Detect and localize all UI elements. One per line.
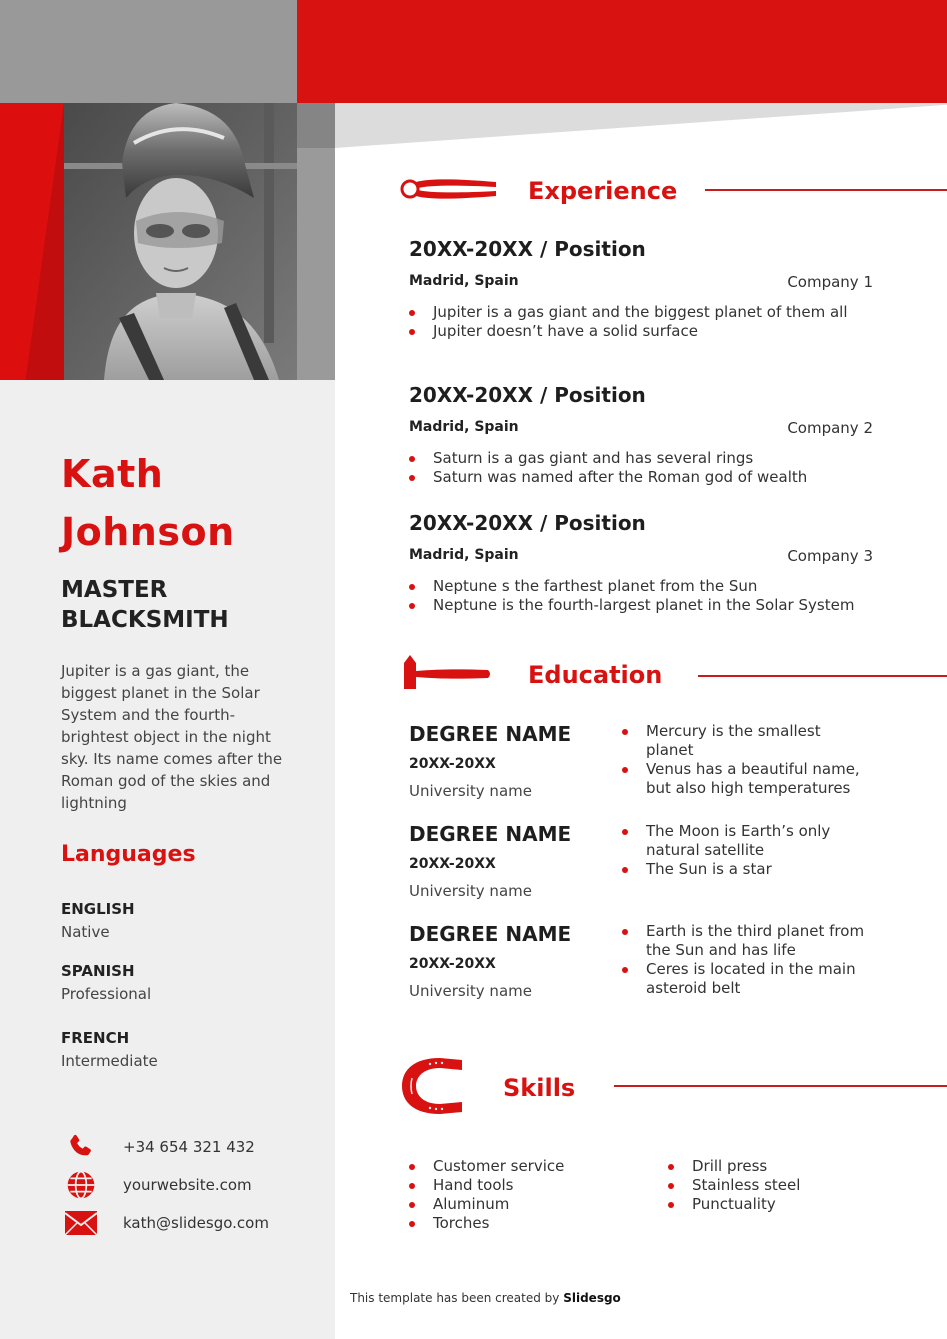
skill-item: Punctuality <box>668 1195 800 1214</box>
experience-item <box>409 237 873 341</box>
contact-phone <box>63 1128 269 1166</box>
language-name: SPANISH <box>61 962 135 980</box>
skills-list-col2 <box>668 1157 800 1214</box>
education-section-header <box>400 655 662 695</box>
experience-title: 20XX-20XX / Position <box>409 383 646 407</box>
globe-icon <box>63 1170 99 1200</box>
contact-list <box>63 1128 269 1242</box>
degree-name: DEGREE NAME <box>409 922 572 946</box>
bullet-item: Jupiter doesn’t have a solid surface <box>409 322 873 341</box>
bullet-item: Saturn is a gas giant and has several rings <box>409 449 873 468</box>
experience-location: Madrid, Spain <box>409 273 519 289</box>
skill-item: Torches <box>409 1214 564 1233</box>
experience-bullets <box>409 303 873 341</box>
language-level: Intermediate <box>61 1052 158 1070</box>
footer-brand[interactable]: Slidesgo <box>563 1291 621 1305</box>
degree-years: 20XX-20XX <box>409 756 496 772</box>
education-bullets <box>622 722 872 798</box>
bullet-item: Neptune s the farthest planet from the Sun <box>409 577 873 596</box>
education-divider <box>698 675 947 677</box>
degree-years: 20XX-20XX <box>409 956 496 972</box>
skill-item: Stainless steel <box>668 1176 800 1195</box>
experience-company: Company 3 <box>787 547 873 565</box>
skill-item: Drill press <box>668 1157 800 1176</box>
education-heading: Education <box>528 661 663 689</box>
profile-photo <box>64 103 297 380</box>
experience-item <box>409 511 873 615</box>
experience-location: Madrid, Spain <box>409 547 519 563</box>
experience-meta <box>409 273 873 291</box>
university-name: University name <box>409 982 532 1000</box>
envelope-icon <box>63 1208 99 1238</box>
photo-gray-strip-shadow <box>297 103 335 148</box>
job-title <box>61 575 331 635</box>
phone-icon <box>63 1132 99 1162</box>
language-name: FRENCH <box>61 1029 130 1047</box>
language-item <box>61 962 151 1003</box>
bullet-item: Jupiter is a gas giant and the biggest planet of them all <box>409 303 873 322</box>
skill-item: Aluminum <box>409 1195 564 1214</box>
footer-text: This template has been created by <box>350 1291 564 1305</box>
last-name: Johnson <box>61 510 235 554</box>
horseshoe-icon <box>400 1056 475 1120</box>
skills-section-header <box>400 1056 575 1120</box>
experience-item <box>409 383 873 487</box>
contact-website <box>63 1166 269 1204</box>
phone-number[interactable]: +34 654 321 432 <box>123 1138 255 1156</box>
header-wedge <box>335 103 947 148</box>
education-bullets <box>622 822 852 879</box>
footer-credit <box>350 1291 621 1305</box>
university-name: University name <box>409 882 532 900</box>
language-level: Professional <box>61 985 152 1003</box>
language-level: Native <box>61 923 110 941</box>
first-name: Kath <box>61 452 164 496</box>
experience-company: Company 2 <box>787 419 873 437</box>
experience-company: Company 1 <box>787 273 873 291</box>
language-name: ENGLISH <box>61 900 135 918</box>
degree-name: DEGREE NAME <box>409 722 572 746</box>
education-item <box>409 922 609 1000</box>
bullet-item: Venus has a beautiful name, but also high temperatures <box>622 760 872 798</box>
skill-item: Hand tools <box>409 1176 564 1195</box>
experience-heading: Experience <box>528 177 678 205</box>
header-gray-block <box>0 0 297 103</box>
bullet-item: Neptune is the fourth-largest planet in the Solar System <box>409 596 873 615</box>
experience-meta <box>409 547 873 565</box>
education-item <box>409 822 609 900</box>
degree-years: 20XX-20XX <box>409 856 496 872</box>
education-bullets <box>622 922 867 998</box>
language-item <box>61 1029 158 1070</box>
experience-location: Madrid, Spain <box>409 419 519 435</box>
bullet-item: Mercury is the smallest planet <box>622 722 872 760</box>
experience-section-header <box>400 174 677 208</box>
bullet-item: The Moon is Earth’s only natural satellite <box>622 822 852 860</box>
experience-title: 20XX-20XX / Position <box>409 511 646 535</box>
job-title-line-2: BLACKSMITH <box>61 607 229 633</box>
languages-heading: Languages <box>61 842 196 867</box>
bullet-item: Earth is the third planet from the Sun and has life <box>622 922 867 960</box>
profile-bio: Jupiter is a gas giant, the biggest planet in the Solar System and the fourth-brightest object in the night sky. Its name comes after the Roman god of the skies and lightning <box>61 662 283 812</box>
experience-bullets <box>409 577 873 615</box>
experience-divider <box>705 189 947 191</box>
job-title-line-1: MASTER <box>61 577 168 603</box>
experience-bullets <box>409 449 873 487</box>
portrait-illustration <box>64 103 297 380</box>
skills-divider <box>614 1085 947 1087</box>
profile-name <box>61 445 331 561</box>
education-item <box>409 722 609 800</box>
university-name: University name <box>409 782 532 800</box>
tongs-icon <box>400 174 500 208</box>
hammer-icon <box>400 655 500 695</box>
skills-list-col1 <box>409 1157 564 1233</box>
skill-item: Customer service <box>409 1157 564 1176</box>
website-link[interactable]: yourwebsite.com <box>123 1176 252 1194</box>
contact-email <box>63 1204 269 1242</box>
email-link[interactable]: kath@slidesgo.com <box>123 1214 269 1232</box>
bullet-item: Saturn was named after the Roman god of wealth <box>409 468 873 487</box>
language-item <box>61 900 135 941</box>
skills-heading: Skills <box>503 1074 576 1102</box>
degree-name: DEGREE NAME <box>409 822 572 846</box>
bullet-item: Ceres is located in the main asteroid belt <box>622 960 867 998</box>
experience-title: 20XX-20XX / Position <box>409 237 646 261</box>
header-red-bar <box>297 0 947 103</box>
bullet-item: The Sun is a star <box>622 860 852 879</box>
sidebar-red-stripe <box>0 103 64 380</box>
experience-meta <box>409 419 873 437</box>
